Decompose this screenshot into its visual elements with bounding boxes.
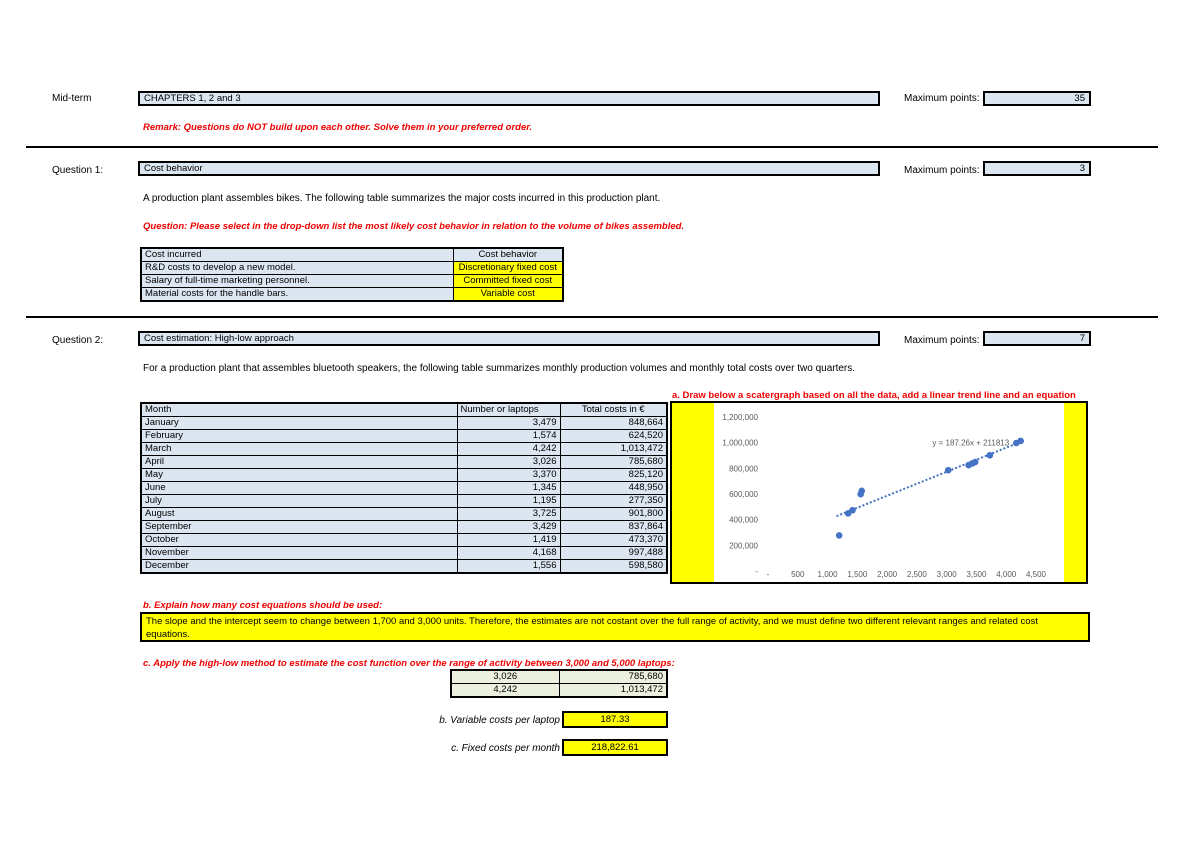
col-cost-incurred: Cost incurred [141, 248, 453, 262]
data-point [969, 460, 976, 467]
part-a-instruction: a. Draw below a scatergraph based on all the data, add a linear trend line and an equation [672, 390, 1076, 401]
table-row [141, 534, 667, 547]
month-cell: March [141, 443, 457, 456]
costs-cell: 473,370 [560, 534, 667, 547]
month-cell: January [141, 417, 457, 430]
table-row [141, 456, 667, 469]
max-points-label: Maximum points: [904, 93, 980, 104]
x-tick-label: 2,000 [877, 570, 898, 579]
variable-cost-text: 187.33 [600, 714, 630, 725]
table-row [141, 547, 667, 560]
x-tick-label: 3,000 [936, 570, 957, 579]
table-row [141, 417, 667, 430]
fixed-cost-value[interactable] [562, 739, 668, 756]
table-row [141, 430, 667, 443]
y-tick-label: - [755, 567, 758, 576]
low-volume: 3,026 [451, 670, 559, 684]
trend-line [836, 440, 1024, 516]
laptops-cell: 3,725 [457, 508, 560, 521]
data-point [849, 507, 856, 514]
high-volume: 4,242 [451, 684, 559, 698]
table-row [141, 508, 667, 521]
midterm-label: Mid-term [52, 93, 92, 104]
divider-1 [26, 146, 1158, 148]
cost-behavior-table [140, 247, 564, 302]
table-row [141, 275, 563, 288]
data-point [987, 452, 994, 459]
col-total-costs: Total costs in € [560, 403, 667, 417]
remark-text: Remark: Questions do NOT build upon each other. Solve them in your preferred order. [143, 122, 533, 133]
laptops-cell: 3,429 [457, 521, 560, 534]
chart-plot-area [714, 403, 1064, 582]
data-point [857, 491, 864, 498]
high-low-table [450, 669, 668, 698]
part-b-answer-text: The slope and the intercept seem to change between 1,700 and 3,000 units. Therefore, the estimates are not costant over the full range of activity, and we must define two different relevant ranges and related cost equations. [146, 616, 1038, 640]
y-tick-label: 800,000 [729, 464, 758, 474]
month-cell: May [141, 469, 457, 482]
high-cost: 1,013,472 [559, 684, 667, 698]
table-row [141, 521, 667, 534]
chapters-field[interactable]: CHAPTERS 1, 2 and 3 [138, 91, 880, 106]
y-tick-label: 1,000,000 [722, 438, 758, 448]
x-tick-label: - [766, 570, 770, 579]
laptops-cell: 1,556 [457, 560, 560, 574]
x-tick-label: 1,000 [817, 570, 838, 579]
q1-question: Question: Please select in the drop-down list the most likely cost behavior in relation to the volume of bikes assembled. [143, 221, 685, 232]
costs-cell: 624,520 [560, 430, 667, 443]
part-c-instruction: c. Apply the high-low method to estimate the cost function over the range of activity between 3,000 and 5,000 laptops: [143, 658, 675, 669]
data-point [1013, 440, 1020, 447]
laptops-cell: 3,026 [457, 456, 560, 469]
costs-cell: 837,864 [560, 521, 667, 534]
table-row [141, 495, 667, 508]
q1-description: A production plant assembles bikes. The following table summarizes the major costs incurred in this production plant. [143, 193, 661, 204]
x-tick-label: 4,500 [1025, 570, 1047, 579]
x-tick-label: 3,500 [966, 570, 987, 579]
scatter-chart [714, 403, 1064, 582]
scattergraph-area[interactable] [670, 401, 1088, 584]
data-point [836, 532, 843, 539]
x-tick-label: 4,000 [996, 570, 1017, 579]
part-b-instruction: b. Explain how many cost equations should be used: [143, 600, 383, 611]
cost-item: Salary of full-time marketing personnel. [141, 275, 453, 288]
x-tick-label: 2,500 [906, 570, 927, 579]
fixed-cost-text: 218,822.61 [591, 742, 639, 753]
laptops-cell: 4,242 [457, 443, 560, 456]
month-cell: December [141, 560, 457, 574]
q2-max-label: Maximum points: [904, 335, 980, 346]
x-tick-label: 500 [791, 570, 805, 579]
q1-max-label: Maximum points: [904, 165, 980, 176]
table-header-row [141, 403, 667, 417]
table-row [141, 443, 667, 456]
fixed-cost-label: c. Fixed costs per month [451, 743, 560, 754]
month-cell: September [141, 521, 457, 534]
q2-description: For a production plant that assembles bluetooth speakers, the following table summarizes monthly production volumes and monthly total costs over two quarters. [143, 363, 856, 374]
costs-cell: 1,013,472 [560, 443, 667, 456]
col-cost-behavior: Cost behavior [453, 248, 563, 262]
cost-behavior-dropdown[interactable]: Variable cost [453, 288, 563, 302]
table-row [141, 560, 667, 574]
laptops-cell: 3,479 [457, 417, 560, 430]
table-row [141, 469, 667, 482]
q1-title[interactable]: Cost behavior [138, 161, 880, 176]
x-tick-label: 1,500 [847, 570, 868, 579]
costs-cell: 277,350 [560, 495, 667, 508]
monthly-data-table [140, 402, 668, 574]
costs-cell: 901,800 [560, 508, 667, 521]
month-cell: November [141, 547, 457, 560]
cost-item: Material costs for the handle bars. [141, 288, 453, 302]
cost-behavior-dropdown[interactable]: Discretionary fixed cost [453, 262, 563, 275]
q1-label: Question 1: [52, 165, 104, 176]
table-row [451, 670, 667, 684]
costs-cell: 997,488 [560, 547, 667, 560]
part-b-answer[interactable] [140, 612, 1090, 642]
y-tick-label: 400,000 [729, 515, 758, 525]
cost-behavior-dropdown[interactable]: Committed fixed cost [453, 275, 563, 288]
q2-max-value[interactable]: 7 [983, 331, 1091, 346]
y-tick-label: 600,000 [729, 490, 758, 499]
col-month: Month [141, 403, 457, 417]
costs-cell: 448,950 [560, 482, 667, 495]
y-tick-label: 1,200,000 [722, 413, 758, 422]
laptops-cell: 1,195 [457, 495, 560, 508]
cost-item: R&D costs to develop a new model. [141, 262, 453, 275]
table-header-row [141, 248, 563, 262]
table-row [141, 482, 667, 495]
costs-cell: 598,580 [560, 560, 667, 574]
laptops-cell: 1,419 [457, 534, 560, 547]
costs-cell: 848,664 [560, 417, 667, 430]
month-cell: February [141, 430, 457, 443]
max-points-total[interactable]: 35 [983, 91, 1091, 106]
laptops-cell: 1,574 [457, 430, 560, 443]
q2-label: Question 2: [52, 335, 104, 346]
variable-cost-value[interactable] [562, 711, 668, 728]
low-cost: 785,680 [559, 670, 667, 684]
costs-cell: 825,120 [560, 469, 667, 482]
table-row [141, 288, 563, 302]
table-row [451, 684, 667, 698]
month-cell: July [141, 495, 457, 508]
laptops-cell: 1,345 [457, 482, 560, 495]
laptops-cell: 3,370 [457, 469, 560, 482]
trendline-equation: y = 187.26x + 211813 [932, 438, 1010, 448]
costs-cell: 785,680 [560, 456, 667, 469]
month-cell: April [141, 456, 457, 469]
data-point [945, 467, 952, 474]
month-cell: August [141, 508, 457, 521]
y-tick-label: 200,000 [729, 541, 758, 551]
col-laptops: Number or laptops [457, 403, 560, 417]
q1-max-value[interactable]: 3 [983, 161, 1091, 176]
table-row [141, 262, 563, 275]
q2-title[interactable]: Cost estimation: High-low approach [138, 331, 880, 346]
variable-cost-label: b. Variable costs per laptop [439, 715, 560, 726]
divider-2 [26, 316, 1158, 318]
laptops-cell: 4,168 [457, 547, 560, 560]
month-cell: October [141, 534, 457, 547]
month-cell: June [141, 482, 457, 495]
